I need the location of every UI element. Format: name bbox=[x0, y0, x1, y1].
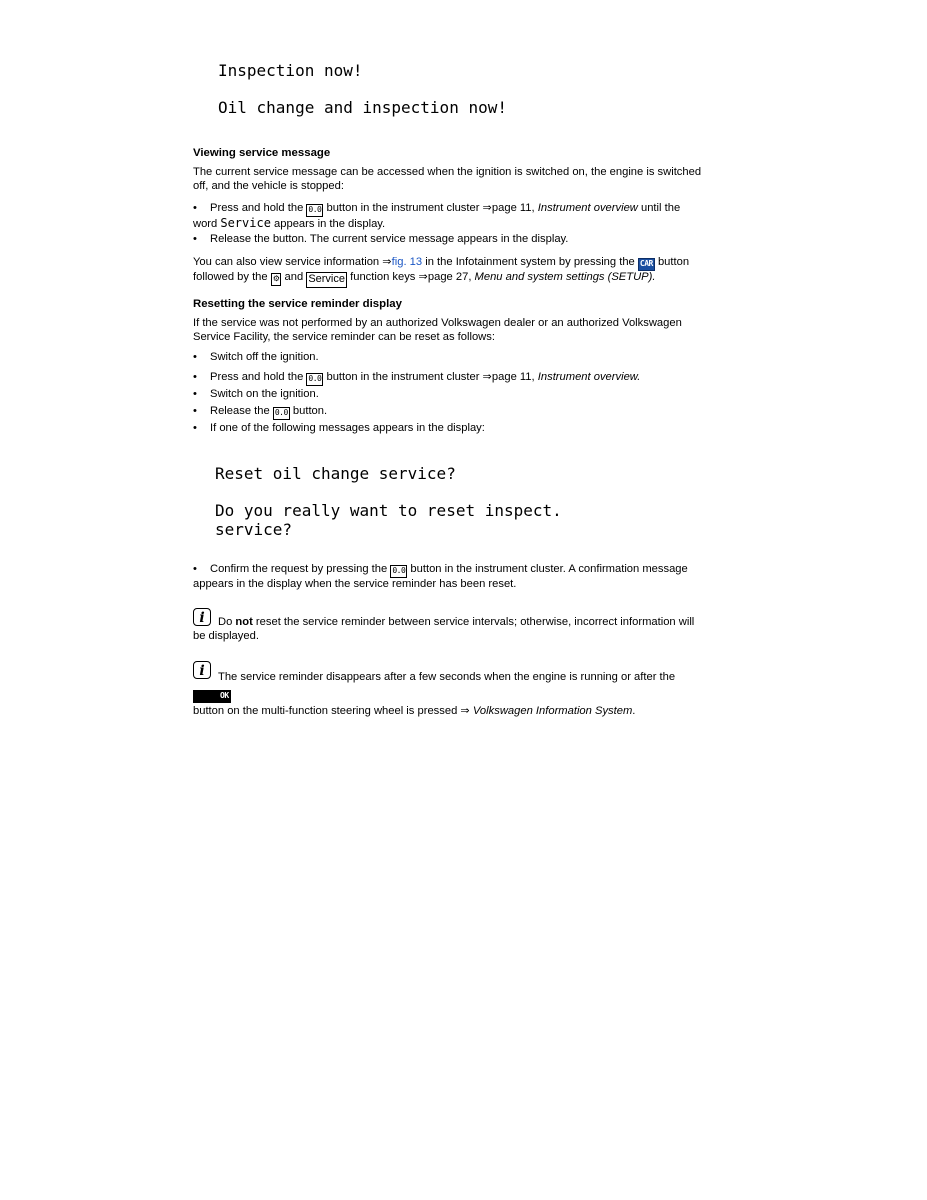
bullet: • bbox=[193, 422, 197, 434]
display-word-service: Service bbox=[220, 216, 271, 230]
bullet: • bbox=[193, 405, 197, 417]
list-item: • Press and hold the 0.0 button in the instrument cluster ⇒page 11, Instrument overview. bbox=[193, 371, 708, 386]
display-message-reset-oil: Reset oil change service? bbox=[215, 464, 456, 483]
list-item: • If one of the following messages appears in the display: bbox=[193, 422, 485, 434]
list-item: • Switch off the ignition. bbox=[193, 351, 319, 363]
display-message-inspection: Inspection now! bbox=[218, 61, 363, 80]
list-item: • Release the button. The current service message appears in the display. bbox=[193, 233, 569, 245]
display-message-reset-inspection: Do you really want to reset inspect. service? bbox=[215, 501, 562, 539]
list-item: • Switch on the ignition. bbox=[193, 388, 319, 400]
viewing-intro: The current service message can be accessed when the ignition is switched on, the engine is switched off, and the vehicle is stopped: bbox=[193, 166, 702, 192]
trip-reset-key: 0.0 bbox=[390, 565, 407, 578]
xref-menu-settings[interactable]: Menu and system settings (SETUP). bbox=[474, 271, 656, 283]
view-info-paragraph: You can also view service information ⇒fig. 13 in the Infotainment system by pressing the CAR button followed by the ⚙ and Service function keys ⇒page 27, Menu and system settings (SETUP). bbox=[193, 256, 708, 288]
list-item: • Press and hold the 0.0 button in the instrument cluster ⇒page 11, Instrument overview until the word Service appears in the display. bbox=[193, 202, 681, 230]
info-icon: i bbox=[193, 608, 211, 626]
bullet: • bbox=[193, 563, 197, 575]
bullet: • bbox=[193, 371, 197, 383]
resetting-intro: If the service was not performed by an authorized Volkswagen dealer or an authorized Volkswagen Service Facility, the service reminder can be reset as follows: bbox=[193, 317, 682, 343]
bullet: • bbox=[193, 351, 197, 363]
bullet: • bbox=[193, 233, 197, 245]
display-message-oil-inspection: Oil change and inspection now! bbox=[218, 98, 507, 117]
car-key: CAR bbox=[638, 258, 655, 271]
link-fig-13[interactable]: fig. 13 bbox=[391, 256, 423, 268]
trip-reset-key: 0.0 bbox=[306, 204, 323, 217]
list-item: • Release the 0.0 button. bbox=[193, 405, 708, 420]
bullet: • bbox=[193, 388, 197, 400]
settings-key-icon: ⚙ bbox=[271, 273, 282, 286]
trip-reset-key: 0.0 bbox=[306, 373, 323, 386]
xref-instrument-overview[interactable]: Instrument overview. bbox=[537, 371, 641, 383]
trip-reset-key: 0.0 bbox=[273, 407, 290, 420]
ok-key: OK bbox=[193, 690, 231, 703]
info-icon: i bbox=[193, 661, 211, 679]
note-do-not-reset: i Do not reset the service reminder between service intervals; otherwise, incorrect information will be displayed. bbox=[193, 610, 695, 642]
note-reminder-disappears: i The service reminder disappears after a few seconds when the engine is running or after the OK button on the multi-function steering wheel is pressed ⇒ Volkswagen Information System. bbox=[193, 663, 676, 717]
service-function-key: Service bbox=[306, 272, 347, 288]
heading-viewing-service-message: Viewing service message bbox=[193, 147, 331, 159]
bullet: • bbox=[193, 202, 197, 214]
xref-volkswagen-information-system[interactable]: Volkswagen Information System bbox=[472, 705, 633, 717]
heading-resetting-service-reminder: Resetting the service reminder display bbox=[193, 298, 402, 310]
list-item: • Confirm the request by pressing the 0.0 button in the instrument cluster. A confirmation message appears in the display when the service reminder has been reset. bbox=[193, 563, 688, 590]
xref-instrument-overview[interactable]: Instrument overview bbox=[537, 202, 638, 214]
